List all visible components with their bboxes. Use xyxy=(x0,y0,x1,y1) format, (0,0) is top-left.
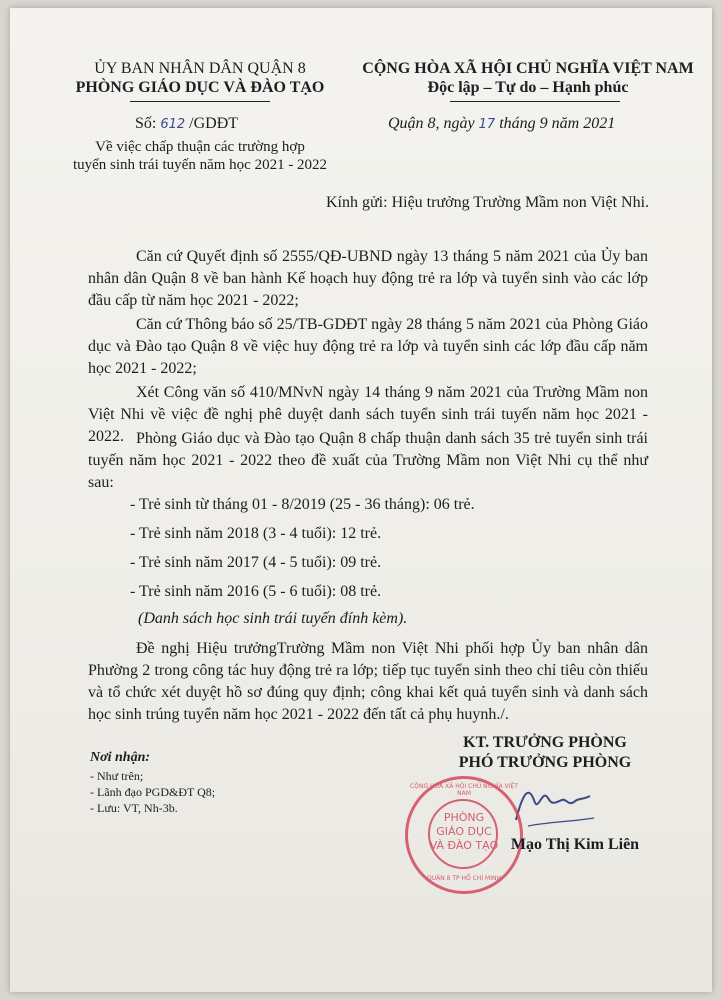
recipients-title: Nơi nhận: xyxy=(90,750,151,765)
stamp-text-3: VÀ ĐÀO TẠO xyxy=(429,839,499,852)
national-title: CỘNG HÒA XÃ HỘI CHỦ NGHĨA VIỆT NAM xyxy=(362,60,694,77)
recipients-item: - Lãnh đạo PGD&ĐT Q8; xyxy=(90,785,216,799)
document-number-handwritten: 612 xyxy=(160,117,186,132)
list-item: - Trẻ sinh năm 2017 (4 - 5 tuổi): 09 trẻ. xyxy=(130,554,382,571)
subject-line-1: Về việc chấp thuận các trường hợp xyxy=(95,139,305,155)
document-page xyxy=(10,8,712,992)
stamp-text-2: GIÁO DỤC xyxy=(436,825,492,838)
stamp-ring-bottom: QUẬN 8 TP HỒ CHÍ MINH xyxy=(427,875,501,882)
paragraph-legal-basis-2: Căn cứ Thông báo số 25/TB-GDĐT ngày 28 tháng 5 năm 2021 của Phòng Giáo dục và Đào tạo Quận 8 về việc huy động trẻ ra lớp và tuyển sinh các lớp đầu cấp năm học 2021 - 2022; xyxy=(88,316,648,377)
recipients-item: - Lưu: VT, Nh-3b. xyxy=(90,801,178,815)
paragraph-consideration: Xét Công văn số 410/MNvN ngày 14 tháng 9 năm 2021 của Trường Mầm non Việt Nhi về việc đề nghị phê duyệt danh sách tuyển sinh trái tuyến năm học 2021 - 2022. xyxy=(88,384,648,445)
document-number xyxy=(135,115,238,133)
list-item: - Trẻ sinh từ tháng 01 - 8/2019 (25 - 36 tháng): 06 trẻ. xyxy=(130,496,475,513)
stamp-text-1: PHÒNG xyxy=(443,811,485,824)
date-prefix: Quận 8, ngày xyxy=(388,115,475,132)
attachment-note: (Danh sách học sinh trái tuyến đính kèm). xyxy=(138,610,408,627)
official-stamp xyxy=(405,776,523,894)
stamp-ring-top: CỘNG HÒA XÃ HỘI CHỦ NGHĨA VIỆT NAM xyxy=(410,783,518,797)
paragraph-legal-basis-1: Căn cứ Quyết định số 2555/QĐ-UBND ngày 13 tháng 5 năm 2021 của Ủy ban nhân dân Quận 8 về ban hành Kế hoạch huy động trẻ ra lớp và tuyển sinh vào các lớp đầu cấp từ năm học 2021 - 2022; xyxy=(88,248,648,309)
recipients-item: - Như trên; xyxy=(90,769,144,783)
document-number-prefix: Số: xyxy=(135,115,157,132)
signer-name: Mạo Thị Kim Liên xyxy=(510,836,640,853)
document-number-suffix: /GDĐT xyxy=(189,115,239,132)
header-right-underline xyxy=(450,101,620,102)
date-suffix: tháng 9 năm 2021 xyxy=(499,115,616,132)
document-date xyxy=(388,115,615,133)
issuer-department: PHÒNG GIÁO DỤC VÀ ĐÀO TẠO xyxy=(75,79,325,96)
signature-title-2: PHÓ TRƯỞNG PHÒNG xyxy=(458,754,632,771)
header-left-underline xyxy=(130,101,270,102)
national-motto: Độc lập – Tự do – Hạnh phúc xyxy=(427,79,629,96)
subject-line-2: tuyển sinh trái tuyến năm học 2021 - 2022 xyxy=(72,157,328,173)
paragraph-approval: Phòng Giáo dục và Đào tạo Quận 8 chấp thuận danh sách 35 trẻ tuyển sinh trái tuyến năm học 2021 - 2022 theo đề xuất của Trường Mầm non Việt Nhi cụ thể như sau: xyxy=(88,430,648,491)
paragraph-request: Đề nghị Hiệu trưởngTrường Mầm non Việt Nhi phối hợp Ủy ban nhân dân Phường 2 trong công tác huy động trẻ ra lớp; tiếp tục tuyển sinh theo chỉ tiêu còn thiếu và tổ chức xét duyệt hồ sơ đúng quy định; công khai kết quả tuyển sinh và danh sách học sinh trúng tuyển năm học 2021 - 2022 đến tất cả phụ huynh./. xyxy=(88,640,648,723)
list-item: - Trẻ sinh năm 2018 (3 - 4 tuổi): 12 trẻ. xyxy=(130,525,382,542)
list-item: - Trẻ sinh năm 2016 (5 - 6 tuổi): 08 trẻ. xyxy=(130,583,382,600)
recipient-line: Kính gửi: Hiệu trưởng Trường Mầm non Việt Nhi. xyxy=(326,194,650,211)
signature-title-1: KT. TRƯỞNG PHÒNG xyxy=(463,734,627,751)
issuer-authority: ỦY BAN NHÂN DÂN QUẬN 8 xyxy=(94,60,306,77)
date-handwritten-day: 17 xyxy=(478,117,496,132)
